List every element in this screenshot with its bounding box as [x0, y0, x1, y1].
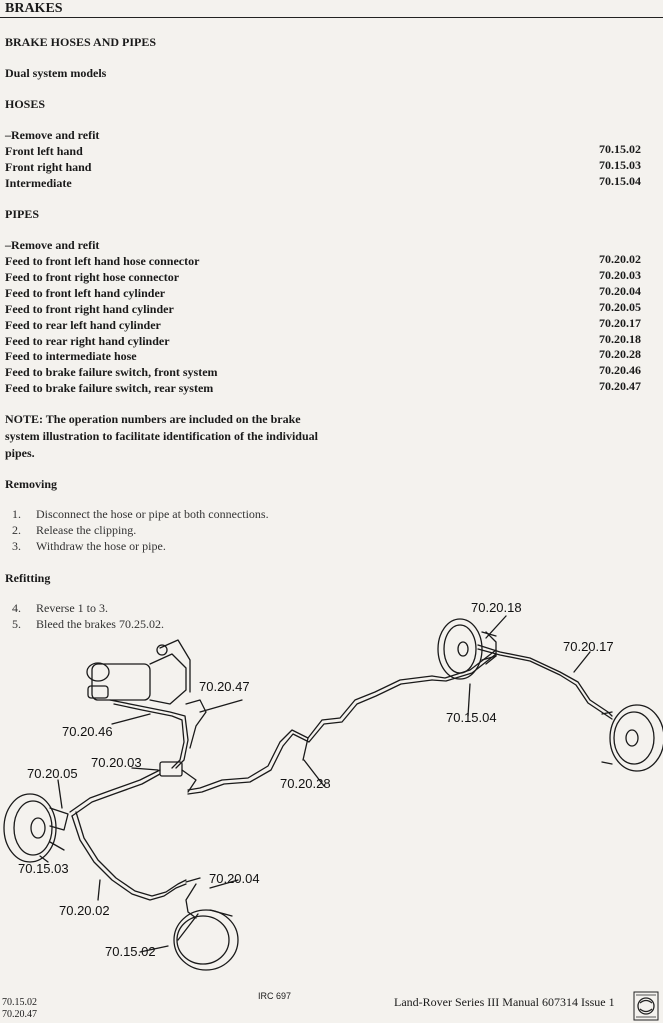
label-70-15-03: 70.15.03 [18, 861, 69, 876]
refitting-step: 5. Bleed the brakes 70.25.02. [12, 617, 164, 631]
removing-step: 2. Release the clipping. [12, 523, 137, 537]
pipe-item-code: 70.20.02 [599, 252, 641, 266]
front-left-brake-drum [174, 910, 238, 970]
pipe-item-code: 70.20.47 [599, 379, 641, 393]
label-70-20-03: 70.20.03 [91, 755, 142, 770]
pipe-item-label: Feed to brake failure switch, front system [5, 365, 218, 379]
models-line: Dual system models [5, 66, 107, 80]
removing-step: 3. Withdraw the hose or pipe. [12, 539, 166, 553]
hose-item-label: Intermediate [5, 176, 72, 190]
pipe-item-label: Feed to front left hand hose connector [5, 254, 200, 268]
footer-code-1: 70.15.02 [2, 997, 37, 1008]
hoses-heading: HOSES [5, 97, 46, 111]
pipe-item-label: Feed to intermediate hose [5, 349, 137, 363]
hoses-subheading: –Remove and refit [5, 128, 100, 142]
rear-right-brake-drum [438, 619, 496, 679]
hose-item-code: 70.15.04 [599, 174, 641, 188]
pipe-item-label: Feed to rear left hand cylinder [5, 318, 161, 332]
label-70-15-02: 70.15.02 [105, 944, 156, 959]
label-70-20-47: 70.20.47 [199, 679, 250, 694]
hose-item-label: Front left hand [5, 144, 83, 158]
pipe-item-code: 70.20.18 [599, 332, 641, 346]
pipe-item-code: 70.20.04 [599, 284, 641, 298]
note-line-2: system illustration to facilitate identification of the individual [5, 429, 318, 443]
header-rule [0, 17, 663, 18]
label-70-15-04: 70.15.04 [446, 710, 497, 725]
pipe-item-code: 70.20.05 [599, 300, 641, 314]
hose-item-code: 70.15.03 [599, 158, 641, 172]
note-line-3: pipes. [5, 446, 35, 460]
label-70-20-46: 70.20.46 [62, 724, 113, 739]
label-70-20-05: 70.20.05 [27, 766, 78, 781]
pipe-item-label: Feed to rear right hand cylinder [5, 334, 170, 348]
label-70-20-18: 70.20.18 [471, 600, 522, 615]
hose-item-code: 70.15.02 [599, 142, 641, 156]
front-right-brake-drum [4, 794, 68, 862]
pipes-heading: PIPES [5, 207, 40, 221]
label-70-20-04: 70.20.04 [209, 871, 260, 886]
pipe-item-code: 70.20.03 [599, 268, 641, 282]
refitting-heading: Refitting [5, 571, 51, 585]
pipe-item-label: Feed to front left hand cylinder [5, 286, 166, 300]
refitting-step: 4. Reverse 1 to 3. [12, 601, 108, 615]
pipe-item-code: 70.20.46 [599, 363, 641, 377]
section-title: BRAKE HOSES AND PIPES [5, 35, 157, 49]
page-header-title: BRAKES [5, 1, 63, 16]
label-70-20-17: 70.20.17 [563, 639, 614, 654]
footer-code-2: 70.20.47 [2, 1009, 37, 1020]
hose-item-label: Front right hand [5, 160, 92, 174]
manual-title: Land-Rover Series III Manual 607314 Issue 1 [394, 995, 615, 1009]
pipe-item-label: Feed to front right hand cylinder [5, 302, 174, 316]
british-leyland-logo [633, 991, 659, 1021]
pipe-item-code: 70.20.17 [599, 316, 641, 330]
illustration-reference: IRC 697 [258, 991, 292, 1001]
label-70-20-28: 70.20.28 [280, 776, 331, 791]
note-line-1: NOTE: The operation numbers are included on the brake [5, 412, 301, 426]
pipe-item-label: Feed to brake failure switch, rear system [5, 381, 214, 395]
removing-heading: Removing [5, 477, 57, 491]
pipe-item-label: Feed to front right hose connector [5, 270, 180, 284]
label-70-20-02: 70.20.02 [59, 903, 110, 918]
removing-step: 1. Disconnect the hose or pipe at both connections. [12, 507, 269, 521]
pipes-subheading: –Remove and refit [5, 238, 100, 252]
master-cylinder [87, 640, 190, 704]
pipe-item-code: 70.20.28 [599, 347, 641, 361]
